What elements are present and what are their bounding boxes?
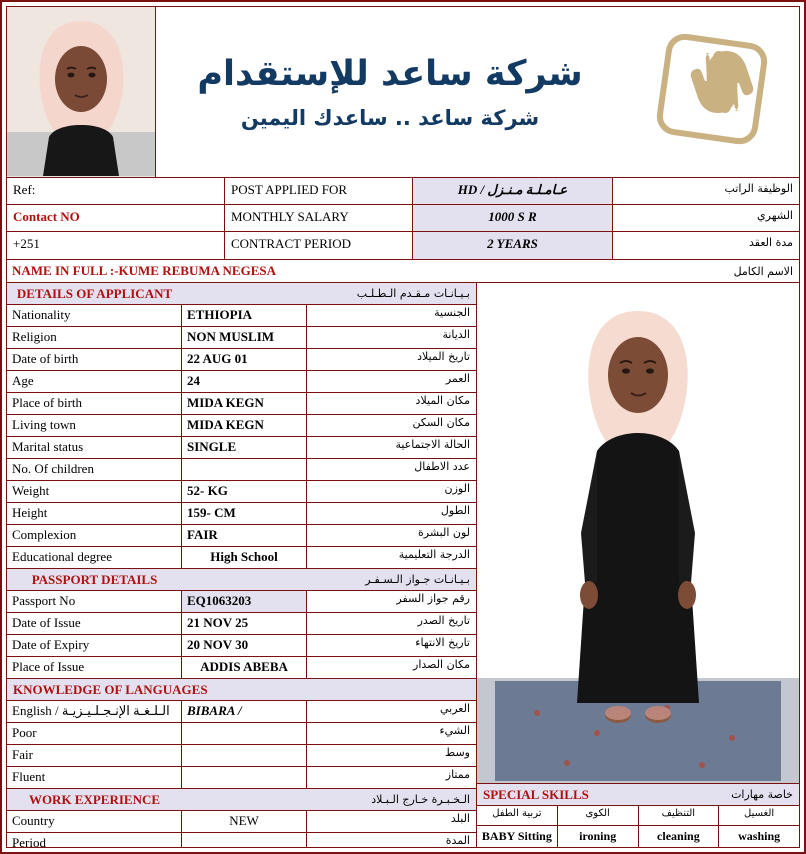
skills-english-row <box>477 826 799 848</box>
field-label-arabic: مكان الصدار <box>413 658 470 671</box>
field-value: 24 <box>182 371 307 392</box>
applicant-headshot-photo <box>7 7 156 177</box>
table-row <box>7 701 476 723</box>
section-title-arabic: بـيـانـات مـقـدم الـطـلـب <box>356 287 470 300</box>
company-logo <box>624 7 799 177</box>
section-title-arabic: الـخـبـرة خـارج الـبـلاد <box>371 793 470 806</box>
monthly-salary-arabic: الشهري <box>613 205 799 232</box>
field-value: ETHIOPIA <box>182 305 307 326</box>
fullbody-illustration <box>477 283 799 783</box>
field-label-arabic: تاريخ الانتهاء <box>415 636 470 649</box>
skill-label-washing: washing <box>738 829 781 843</box>
field-label-arabic: تاريخ الميلاد <box>417 350 470 363</box>
field-value: SINGLE <box>182 437 307 458</box>
document-inner-border <box>6 6 800 848</box>
field-label: Country <box>7 811 182 832</box>
contact-no-label: Contact NO <box>7 205 225 232</box>
field-label-arabic: رقم جواز السفر <box>396 592 470 605</box>
field-label: Nationality <box>7 305 182 326</box>
field-value: MIDA KEGN <box>182 415 307 436</box>
field-label: Passport No <box>7 591 182 612</box>
field-label-arabic: العربي <box>439 702 470 715</box>
skill-label-arabic: تربية الطفل <box>492 808 542 819</box>
field-label-arabic: وسط <box>445 746 470 759</box>
field-value: 52- KG <box>182 481 307 502</box>
company-slogan-arabic: شركة ساعد .. ساعدك اليمين <box>240 106 540 130</box>
table-row <box>7 811 476 833</box>
section-title: KNOWLEDGE OF LANGUAGES <box>13 681 208 697</box>
field-label: Place of birth <box>7 393 182 414</box>
full-name-label: NAME IN FULL :-KUME REBUMA NEGESA <box>12 263 276 278</box>
table-row <box>7 327 476 349</box>
contract-period-label: CONTRACT PERIOD <box>225 232 413 259</box>
section-title: PASSPORT DETAILS <box>31 571 158 587</box>
field-label-arabic: الديانة <box>442 328 470 341</box>
field-label: Age <box>7 371 182 392</box>
contact-number-value: +251 <box>7 232 225 259</box>
band-row <box>7 205 799 232</box>
table-row <box>7 459 476 481</box>
section-title: WORK EXPERIENCE <box>28 791 161 807</box>
field-label: Complexion <box>7 525 182 546</box>
field-label: English / الـلـغـة الإنـجـلـيـزيـة <box>7 701 182 722</box>
skill-label-arabic: الغسيل <box>718 806 799 825</box>
company-title-block <box>156 7 624 177</box>
table-row <box>7 723 476 745</box>
field-label: Period <box>7 833 182 848</box>
contract-band <box>7 178 799 260</box>
section-knowledge-of-languages <box>7 679 476 701</box>
field-label-arabic: ممتاز <box>445 768 470 781</box>
skills-arabic-row <box>477 806 799 826</box>
applicant-fullbody-photo <box>477 283 799 784</box>
post-applied-value: HD / عـامـلـة مـنـزل <box>413 178 613 205</box>
section-title: DETAILS OF APPLICANT <box>16 285 173 301</box>
company-name-arabic: شركة ساعد للإستقدام <box>197 54 583 94</box>
section-passport-details <box>7 569 476 591</box>
hands-logo-icon <box>642 27 782 157</box>
table-row <box>7 657 476 679</box>
field-label-arabic: البلد <box>450 812 470 825</box>
field-value: EQ1063203 <box>182 591 307 612</box>
contract-period-value: 2 YEARS <box>413 232 613 259</box>
document-header <box>7 7 799 178</box>
field-value: BIBARA / <box>182 701 307 722</box>
field-label: Fluent <box>7 767 182 788</box>
field-value: 159- CM <box>182 503 307 524</box>
skill-label-cleaning: cleaning <box>639 826 720 847</box>
field-label: No. Of children <box>7 459 182 480</box>
table-row <box>7 525 476 547</box>
field-value: MIDA KEGN <box>182 393 307 414</box>
skill-label-baby-sitting: BABY Sitting <box>477 826 558 847</box>
field-value <box>182 833 307 848</box>
table-row <box>7 767 476 789</box>
section-details-of-applicant <box>7 283 476 305</box>
contract-period-arabic: مدة العقد <box>749 236 793 249</box>
field-value: 20 NOV 30 <box>182 635 307 656</box>
section-title-arabic: خاصة مهارات <box>731 788 793 801</box>
skill-label-arabic: الكوى <box>557 806 638 825</box>
table-row <box>7 393 476 415</box>
table-row <box>7 833 476 848</box>
skill-label-ironing: ironing <box>558 826 639 847</box>
section-work-experience <box>7 789 476 811</box>
section-special-skills <box>477 784 799 806</box>
field-label-arabic: عدد الاطفال <box>414 460 470 473</box>
band-row <box>7 232 799 259</box>
table-row <box>7 503 476 525</box>
field-value: 22 AUG 01 <box>182 349 307 370</box>
field-label-arabic: الحالة الاجتماعية <box>395 438 470 451</box>
post-applied-label: POST APPLIED FOR <box>225 178 413 205</box>
table-row <box>7 481 476 503</box>
field-label: Educational degree <box>7 547 182 568</box>
field-label-arabic: الجنسية <box>434 306 470 319</box>
table-row <box>7 547 476 569</box>
field-label-arabic: لون البشرة <box>418 526 470 539</box>
field-label: Date of Issue <box>7 613 182 634</box>
document-body <box>7 283 799 848</box>
field-label-arabic: الوزن <box>444 482 470 495</box>
full-name-arabic: الاسم الكامل <box>733 264 793 278</box>
field-label: Poor <box>7 723 182 744</box>
table-row <box>7 745 476 767</box>
table-row <box>7 613 476 635</box>
field-label-arabic: الطول <box>440 504 470 517</box>
field-value: NON MUSLIM <box>182 327 307 348</box>
field-value: High School <box>182 547 307 568</box>
skill-label-arabic: التنظيف <box>638 806 719 825</box>
field-value <box>182 459 307 480</box>
field-label: Religion <box>7 327 182 348</box>
field-label-arabic: الشيء <box>439 724 470 737</box>
table-row <box>7 415 476 437</box>
table-row <box>7 635 476 657</box>
band-row <box>7 178 799 205</box>
field-value: NEW <box>182 811 307 832</box>
table-row <box>7 305 476 327</box>
field-value: FAIR <box>182 525 307 546</box>
post-applied-arabic: الوظيفة الراتب <box>613 178 799 205</box>
ref-label: Ref: <box>7 178 225 205</box>
field-label: Date of Expiry <box>7 635 182 656</box>
right-column <box>477 283 799 848</box>
field-value <box>182 745 307 766</box>
field-label: Weight <box>7 481 182 502</box>
field-label: Living town <box>7 415 182 436</box>
field-value: ADDIS ABEBA <box>182 657 307 678</box>
headshot-illustration <box>7 7 155 176</box>
field-label: Fair <box>7 745 182 766</box>
section-title: SPECIAL SKILLS <box>483 786 589 802</box>
field-label-arabic: المدة <box>445 834 470 847</box>
table-row <box>7 437 476 459</box>
field-label-arabic: تاريخ الصدر <box>417 614 470 627</box>
field-label-arabic: الدرجة التعليمية <box>398 548 470 561</box>
field-value <box>182 723 307 744</box>
field-label: Date of birth <box>7 349 182 370</box>
field-label-arabic: مكان الميلاد <box>415 394 470 407</box>
field-label: Height <box>7 503 182 524</box>
field-label: Place of Issue <box>7 657 182 678</box>
monthly-salary-value: 1000 S R <box>413 205 613 232</box>
full-name-band <box>7 260 799 283</box>
field-label: Marital status <box>7 437 182 458</box>
section-title-arabic: بـيـانـات جـواز الـسـفـر <box>365 573 470 586</box>
field-value: 21 NOV 25 <box>182 613 307 634</box>
monthly-salary-label: MONTHLY SALARY <box>225 205 413 232</box>
table-row <box>7 591 476 613</box>
field-label-arabic: العمر <box>445 372 470 385</box>
field-label-arabic: مكان السكن <box>412 416 470 429</box>
table-row <box>7 349 476 371</box>
field-value <box>182 767 307 788</box>
table-row <box>7 371 476 393</box>
left-column <box>7 283 477 848</box>
